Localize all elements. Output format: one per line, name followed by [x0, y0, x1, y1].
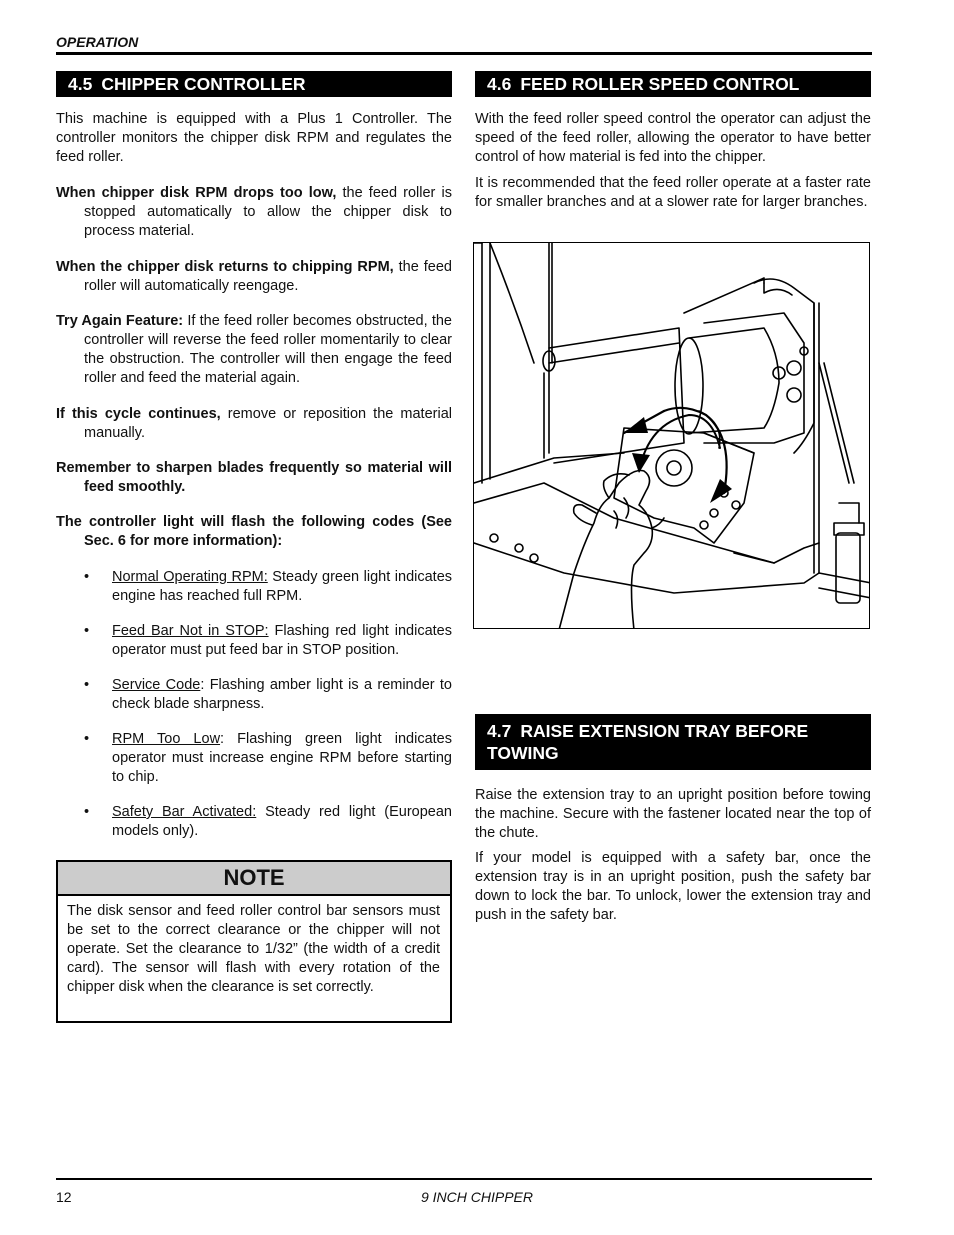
code-label: Safety Bar Activated: — [112, 804, 257, 820]
extension-tray-paragraph-2: If your model is equipped with a safety bar, once the extension tray is in an upright position, push the safety bar down to lock the bar. To unlock, lower the extension tray and push in the safety bar. — [475, 850, 871, 923]
section-title: FEED ROLLER SPEED CONTROL — [520, 74, 800, 94]
intro-paragraph: This machine is equipped with a Plus 1 Controller. The controller monitors the chipper disk RPM and regulates the feed roller. — [56, 111, 452, 165]
rpm-low-bold: When chipper disk RPM drops too low, — [56, 185, 337, 201]
codes-intro-paragraph — [56, 513, 452, 551]
rpm-low-paragraph — [56, 184, 452, 241]
sharpen-paragraph — [56, 459, 452, 497]
section-number: 4.7 — [487, 721, 512, 741]
section-4-6-heading — [475, 71, 871, 97]
list-item — [84, 622, 452, 660]
note-box — [56, 860, 452, 1023]
feed-roller-control-illustration — [473, 242, 870, 629]
footer-title: 9 INCH CHIPPER — [420, 1189, 534, 1205]
illustration-svg — [474, 243, 870, 629]
list-item — [84, 676, 452, 714]
code-text: : Flashing amber light is a reminder to check blade sharpness. — [112, 677, 452, 712]
cycle-continues-text: remove or reposition the material manually. — [84, 406, 452, 441]
left-column — [56, 71, 452, 1023]
right-column — [475, 71, 871, 925]
code-text: Steady green light indicates engine has reached full RPM. — [112, 569, 453, 604]
code-label: Normal Operating RPM: — [112, 569, 268, 585]
codes-intro-bold: The controller light will flash the following codes (See Sec. 6 for more information): — [56, 514, 452, 549]
section-number: 4.5 — [68, 74, 93, 94]
bottom-rule — [56, 1178, 872, 1180]
feed-speed-paragraph-1: With the feed roller speed control the operator can adjust the speed of the feed roller, allowing the operator to have better control of how material is fed into the chipper. — [475, 111, 871, 165]
list-item — [84, 568, 452, 606]
try-again-paragraph — [56, 312, 452, 388]
cycle-continues-paragraph — [56, 405, 452, 443]
try-again-bold: Try Again Feature: — [56, 313, 184, 329]
list-item — [84, 730, 452, 787]
section-title: RAISE EXTENSION TRAY BEFORE TOWING — [487, 721, 809, 763]
top-rule — [56, 52, 872, 55]
section-title: CHIPPER CONTROLLER — [101, 74, 306, 94]
feed-speed-paragraph-2: It is recommended that the feed roller operate at a faster rate for smaller branches and at a slower rate for larger branches. — [475, 175, 871, 210]
try-again-text: If the feed roller becomes obstructed, the controller will reverse the feed roller momentarily to clear the obstruction. The controller will then engage the feed roller and feed the material again. — [84, 313, 452, 386]
code-text: Flashing red light indicates operator must put feed bar in STOP position. — [112, 623, 452, 658]
note-text: The disk sensor and feed roller control bar sensors must be set to the correct clearance or the chipper will not operate. Set the clearance to 1/32” (the width of a credit card). The sensor will flash with every rotation of the chipper disk when the clearance is set correctly. — [67, 903, 440, 995]
code-label: Feed Bar Not in STOP: — [112, 623, 269, 639]
code-label: Service Code — [112, 677, 201, 693]
sharpen-bold: Remember to sharpen blades frequently so material will feed smoothly. — [56, 460, 452, 495]
rpm-low-text: the feed roller is stopped automatically to allow the chipper disk to process material. — [84, 185, 452, 239]
section-4-5-heading — [56, 71, 452, 97]
code-text: : Flashing green light indicates operator must increase engine RPM before starting to chip. — [112, 731, 452, 785]
running-head: OPERATION — [56, 34, 139, 50]
rpm-return-bold: When the chipper disk returns to chipping RPM, — [56, 259, 394, 275]
section-number: 4.6 — [487, 74, 512, 94]
code-label: RPM Too Low — [112, 731, 221, 747]
note-title: NOTE — [58, 862, 450, 896]
section-4-7-heading — [475, 714, 871, 770]
extension-tray-paragraph-1: Raise the extension tray to an upright position before towing the machine. Secure with the fastener located near the top of the chute. — [475, 787, 871, 841]
cycle-continues-bold: If this cycle continues, — [56, 406, 221, 422]
rpm-return-text: the feed roller will automatically reengage. — [84, 259, 453, 294]
list-item — [84, 803, 452, 841]
code-text: Steady red light (European models only). — [112, 804, 453, 839]
codes-list — [56, 568, 452, 841]
rpm-return-paragraph — [56, 258, 452, 296]
page-number: 12 — [56, 1189, 72, 1205]
